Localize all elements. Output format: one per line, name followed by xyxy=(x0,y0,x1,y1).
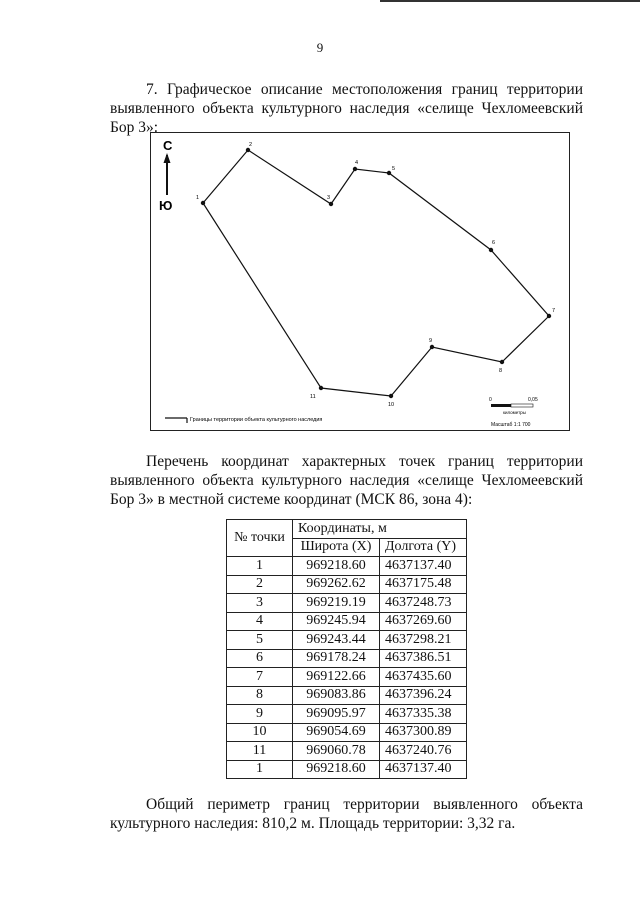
cell-point: 3 xyxy=(227,594,293,613)
boundary-point-label: 7 xyxy=(552,308,556,314)
boundary-map xyxy=(150,132,570,431)
cell-point: 11 xyxy=(227,742,293,761)
header-lon: Долгота (Y) xyxy=(380,538,467,557)
cell-lon: 4637300.89 xyxy=(380,723,467,742)
cell-lat: 969218.60 xyxy=(293,760,380,779)
cell-lat: 969083.86 xyxy=(293,686,380,705)
cell-lat: 969219.19 xyxy=(293,594,380,613)
cell-point: 8 xyxy=(227,686,293,705)
coordinates-table-body xyxy=(227,557,467,779)
table-row xyxy=(227,594,467,613)
table-row xyxy=(227,649,467,668)
cell-lon: 4637137.40 xyxy=(380,557,467,576)
boundary-point-marker xyxy=(547,314,551,318)
cell-point: 6 xyxy=(227,649,293,668)
boundary-point-marker xyxy=(353,167,357,171)
scale-unit: километры xyxy=(503,410,526,415)
cell-point: 2 xyxy=(227,575,293,594)
header-point: № точки xyxy=(227,520,293,557)
cell-point: 1 xyxy=(227,557,293,576)
north-label: С xyxy=(163,138,173,153)
cell-lat: 969060.78 xyxy=(293,742,380,761)
cell-lat: 969218.60 xyxy=(293,557,380,576)
boundary-map-canvas xyxy=(151,133,571,432)
boundary-point-label: 9 xyxy=(429,338,433,344)
cell-lon: 4637248.73 xyxy=(380,594,467,613)
scale-text: Масштаб 1:1 700 xyxy=(491,422,531,428)
cell-point: 9 xyxy=(227,705,293,724)
table-row xyxy=(227,557,467,576)
scan-edge-mark xyxy=(380,0,640,2)
page-number: 9 xyxy=(316,40,324,55)
coordinate-list-intro: Перечень координат характерных точек границ территории выявленного объекта культурного наследия «селище Чехломеевский Бор 3» в местной системе координат (МСК 86, зона 4): xyxy=(110,453,583,508)
boundary-point-label: 8 xyxy=(499,368,503,374)
cell-lat: 969245.94 xyxy=(293,612,380,631)
cell-lat: 969243.44 xyxy=(293,631,380,650)
table-header-row xyxy=(227,520,467,539)
cell-lon: 4637137.40 xyxy=(380,760,467,779)
cell-lon: 4637298.21 xyxy=(380,631,467,650)
boundary-point-marker xyxy=(387,171,391,175)
cell-lat: 969095.97 xyxy=(293,705,380,724)
cell-lat: 969122.66 xyxy=(293,668,380,687)
cell-point: 7 xyxy=(227,668,293,687)
cell-lon: 4637386.51 xyxy=(380,649,467,668)
table-row xyxy=(227,686,467,705)
table-row xyxy=(227,575,467,594)
cell-point: 5 xyxy=(227,631,293,650)
boundary-point-marker xyxy=(489,248,493,252)
boundary-point-label: 2 xyxy=(249,142,253,148)
boundary-point-marker xyxy=(329,202,333,206)
south-label: Ю xyxy=(159,198,173,213)
header-lat: Широта (X) xyxy=(293,538,380,557)
boundary-point-marker xyxy=(430,345,434,349)
table-row xyxy=(227,631,467,650)
table-row xyxy=(227,760,467,779)
legend-label: Границы территории объекта культурного наследия xyxy=(190,417,323,423)
boundary-point-label: 3 xyxy=(327,195,331,201)
boundary-point-label: 5 xyxy=(392,166,396,172)
compass-arrow-icon xyxy=(164,153,171,163)
cell-lon: 4637240.76 xyxy=(380,742,467,761)
cell-lon: 4637396.24 xyxy=(380,686,467,705)
table-row xyxy=(227,723,467,742)
boundary-point-label: 11 xyxy=(310,394,316,400)
boundary-point-label: 4 xyxy=(355,160,359,166)
table-row xyxy=(227,668,467,687)
table-row xyxy=(227,742,467,761)
scale-bar xyxy=(489,397,538,428)
compass xyxy=(159,138,173,213)
boundary-point-marker xyxy=(500,360,504,364)
cell-point: 1 xyxy=(227,760,293,779)
boundary-points xyxy=(196,142,555,408)
boundary-point-label: 1 xyxy=(196,195,200,201)
coordinates-table xyxy=(226,519,467,779)
table-row xyxy=(227,705,467,724)
cell-lat: 969054.69 xyxy=(293,723,380,742)
cell-point: 10 xyxy=(227,723,293,742)
boundary-point-marker xyxy=(389,394,393,398)
cell-point: 4 xyxy=(227,612,293,631)
boundary-polygon xyxy=(203,150,549,396)
legend xyxy=(165,417,322,423)
header-coords: Координаты, м xyxy=(293,520,467,539)
boundary-point-marker xyxy=(201,201,205,205)
scale-bar-segment-1 xyxy=(491,404,511,407)
cell-lon: 4637175.48 xyxy=(380,575,467,594)
cell-lat: 969178.24 xyxy=(293,649,380,668)
cell-lat: 969262.62 xyxy=(293,575,380,594)
boundary-point-marker xyxy=(319,386,323,390)
summary-text: Общий периметр границ территории выявленного объекта культурного наследия: 810,2 м. Площадь территории: 3,32 га. xyxy=(110,796,583,832)
scale-bar-segment-2 xyxy=(511,404,533,407)
section-heading: 7. Графическое описание местоположения границ территории выявленного объекта культурного наследия «селище Чехломеевский Бор 3»: xyxy=(110,81,583,136)
cell-lon: 4637335.38 xyxy=(380,705,467,724)
boundary-point-label: 6 xyxy=(492,240,496,246)
cell-lon: 4637435.60 xyxy=(380,668,467,687)
table-row xyxy=(227,612,467,631)
scale-tick-1: 0,05 xyxy=(528,397,538,403)
cell-lon: 4637269.60 xyxy=(380,612,467,631)
scale-tick-0: 0 xyxy=(489,397,492,403)
boundary-point-marker xyxy=(246,148,250,152)
boundary-point-label: 10 xyxy=(388,402,395,408)
